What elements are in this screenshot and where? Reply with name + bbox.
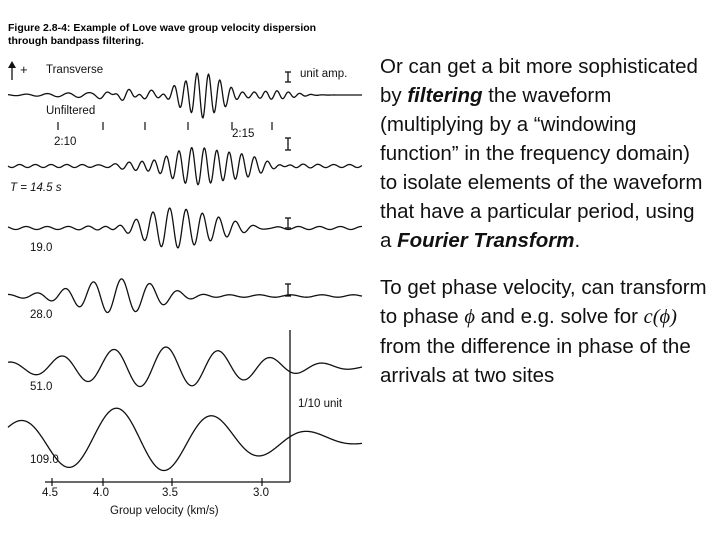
fourier-transform-emphasis: Fourier Transform [397, 229, 575, 252]
plus-label: + [20, 62, 28, 77]
time-label-210: 2:10 [54, 136, 77, 148]
x-tick-4-5: 4.5 [42, 487, 58, 499]
unit-amp-label: unit amp. [300, 68, 348, 80]
unfiltered-label: Unfiltered [46, 105, 96, 117]
period-label: T = 14.5 s [10, 182, 62, 194]
explanation-text [380, 52, 710, 390]
x-tick-3-5: 3.5 [162, 487, 178, 499]
trace-label-28: 28.0 [30, 309, 53, 321]
transverse-label: Transverse [46, 64, 104, 76]
paragraph-phase-velocity: To get phase velocity, can transform to phase ϕ and e.g. solve for c(ϕ) from the difference in phase of the arrivals at two sites [380, 276, 707, 387]
trace-28-0 [8, 279, 362, 313]
x-tick-3-0: 3.0 [253, 487, 269, 499]
x-axis-label: Group velocity (km/s) [110, 505, 219, 517]
tenth-unit-label: 1/10 unit [298, 398, 343, 410]
filtering-emphasis: filtering [407, 84, 483, 107]
trace-label-19: 19.0 [30, 242, 53, 254]
paragraph-filtering: Or can get a bit more sophisticated by filtering the waveform (multiplying by a “windowing function” in the frequency domain) to isolate elements of the waveform that have a particular period, using a Fourier Transform. [380, 55, 703, 252]
polarity-arrow-head [8, 61, 16, 68]
trace-109-0 [8, 408, 362, 470]
phi-symbol: ϕ [464, 306, 475, 328]
c-phi-symbol: c(ϕ) [643, 306, 677, 328]
figure-caption: Figure 2.8-4: Example of Love wave group velocity dispersion through bandpass filtering. [8, 22, 317, 47]
trace-19-0 [8, 208, 362, 248]
x-tick-4-0: 4.0 [93, 487, 109, 499]
trace-label-51: 51.0 [30, 381, 53, 393]
trace-14-5 [8, 148, 362, 185]
time-label-215: 2:15 [232, 128, 255, 140]
trace-51-0 [8, 347, 362, 386]
trace-label-109: 109.0 [30, 454, 59, 466]
